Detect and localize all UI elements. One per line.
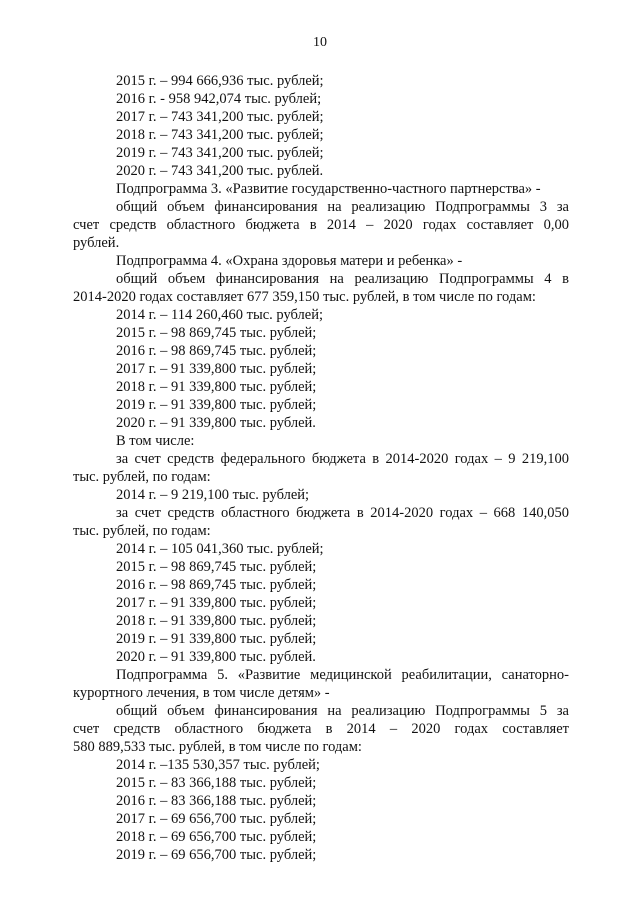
subprogram-5-heading: курортного лечения, в том числе детям» - bbox=[73, 685, 330, 701]
funding-year-line: 2017 г. – 91 339,800 тыс. рублей; bbox=[116, 361, 317, 377]
funding-year-line: 2014 г. – 105 041,360 тыс. рублей; bbox=[116, 541, 324, 557]
subprogram-3-text-line: счет средств областного бюджета в 2014 – 2020 годах составляет 0,00 bbox=[73, 217, 569, 233]
subprogram-4-text-line: 2014-2020 годах составляет 677 359,150 тыс. рублей, в том числе по годам: bbox=[73, 289, 536, 305]
including-label: В том числе: bbox=[116, 433, 195, 449]
subprogram-5-text-line: 580 889,533 тыс. рублей, в том числе по годам: bbox=[73, 739, 362, 755]
funding-year-line: 2016 г. – 98 869,745 тыс. рублей; bbox=[116, 343, 317, 359]
page-number: 10 bbox=[313, 35, 327, 50]
funding-year-line: 2019 г. – 91 339,800 тыс. рублей; bbox=[116, 397, 317, 413]
funding-year-line: 2015 г. – 994 666,936 тыс. рублей; bbox=[116, 73, 324, 89]
subprogram-3-heading: Подпрограмма 3. «Развитие государственно-частного партнерства» - bbox=[116, 181, 541, 197]
subprogram-4-heading: Подпрограмма 4. «Охрана здоровья матери и ребенка» - bbox=[116, 253, 463, 269]
funding-year-line: 2020 г. – 743 341,200 тыс. рублей. bbox=[116, 163, 324, 179]
subprogram-3-text-line: общий объем финансирования на реализацию Подпрограммы 3 за bbox=[116, 199, 569, 215]
subprogram-5-text-line: общий объем финансирования на реализацию Подпрограммы 5 за bbox=[116, 703, 569, 719]
subprogram-3-text-line: рублей. bbox=[73, 235, 120, 251]
funding-year-line: 2015 г. – 98 869,745 тыс. рублей; bbox=[116, 559, 317, 575]
federal-budget-line: тыс. рублей, по годам: bbox=[73, 469, 211, 485]
funding-year-line: 2017 г. – 91 339,800 тыс. рублей; bbox=[116, 595, 317, 611]
funding-year-line: 2014 г. – 114 260,460 тыс. рублей; bbox=[116, 307, 324, 323]
funding-year-line: 2015 г. – 83 366,188 тыс. рублей; bbox=[116, 775, 317, 791]
funding-year-line: 2018 г. – 743 341,200 тыс. рублей; bbox=[116, 127, 324, 143]
funding-year-line: 2020 г. – 91 339,800 тыс. рублей. bbox=[116, 649, 316, 665]
funding-year-line: 2017 г. – 743 341,200 тыс. рублей; bbox=[116, 109, 324, 125]
subprogram-5-heading: Подпрограмма 5. «Развитие медицинской реабилитации, санаторно- bbox=[116, 667, 569, 683]
funding-year-line: 2019 г. – 743 341,200 тыс. рублей; bbox=[116, 145, 324, 161]
funding-year-line: 2019 г. – 91 339,800 тыс. рублей; bbox=[116, 631, 317, 647]
regional-budget-line: тыс. рублей, по годам: bbox=[73, 523, 211, 539]
funding-year-line: 2020 г. – 91 339,800 тыс. рублей. bbox=[116, 415, 316, 431]
funding-year-line: 2014 г. –135 530,357 тыс. рублей; bbox=[116, 757, 320, 773]
funding-year-line: 2018 г. – 91 339,800 тыс. рублей; bbox=[116, 379, 317, 395]
funding-year-line: 2014 г. – 9 219,100 тыс. рублей; bbox=[116, 487, 310, 503]
funding-year-line: 2018 г. – 91 339,800 тыс. рублей; bbox=[116, 613, 317, 629]
subprogram-4-text-line: общий объем финансирования на реализацию Подпрограммы 4 в bbox=[116, 271, 569, 287]
funding-year-line: 2016 г. - 958 942,074 тыс. рублей; bbox=[116, 91, 322, 107]
funding-year-line: 2019 г. – 69 656,700 тыс. рублей; bbox=[116, 847, 317, 863]
funding-year-line: 2017 г. – 69 656,700 тыс. рублей; bbox=[116, 811, 317, 827]
federal-budget-line: за счет средств федерального бюджета в 2014-2020 годах – 9 219,100 bbox=[116, 451, 569, 467]
funding-year-line: 2016 г. – 83 366,188 тыс. рублей; bbox=[116, 793, 317, 809]
funding-year-line: 2015 г. – 98 869,745 тыс. рублей; bbox=[116, 325, 317, 341]
funding-year-line: 2018 г. – 69 656,700 тыс. рублей; bbox=[116, 829, 317, 845]
regional-budget-line: за счет средств областного бюджета в 2014-2020 годах – 668 140,050 bbox=[116, 505, 569, 521]
subprogram-5-text-line: счет средств областного бюджета в 2014 – 2020 годах составляет bbox=[73, 721, 569, 737]
funding-year-line: 2016 г. – 98 869,745 тыс. рублей; bbox=[116, 577, 317, 593]
